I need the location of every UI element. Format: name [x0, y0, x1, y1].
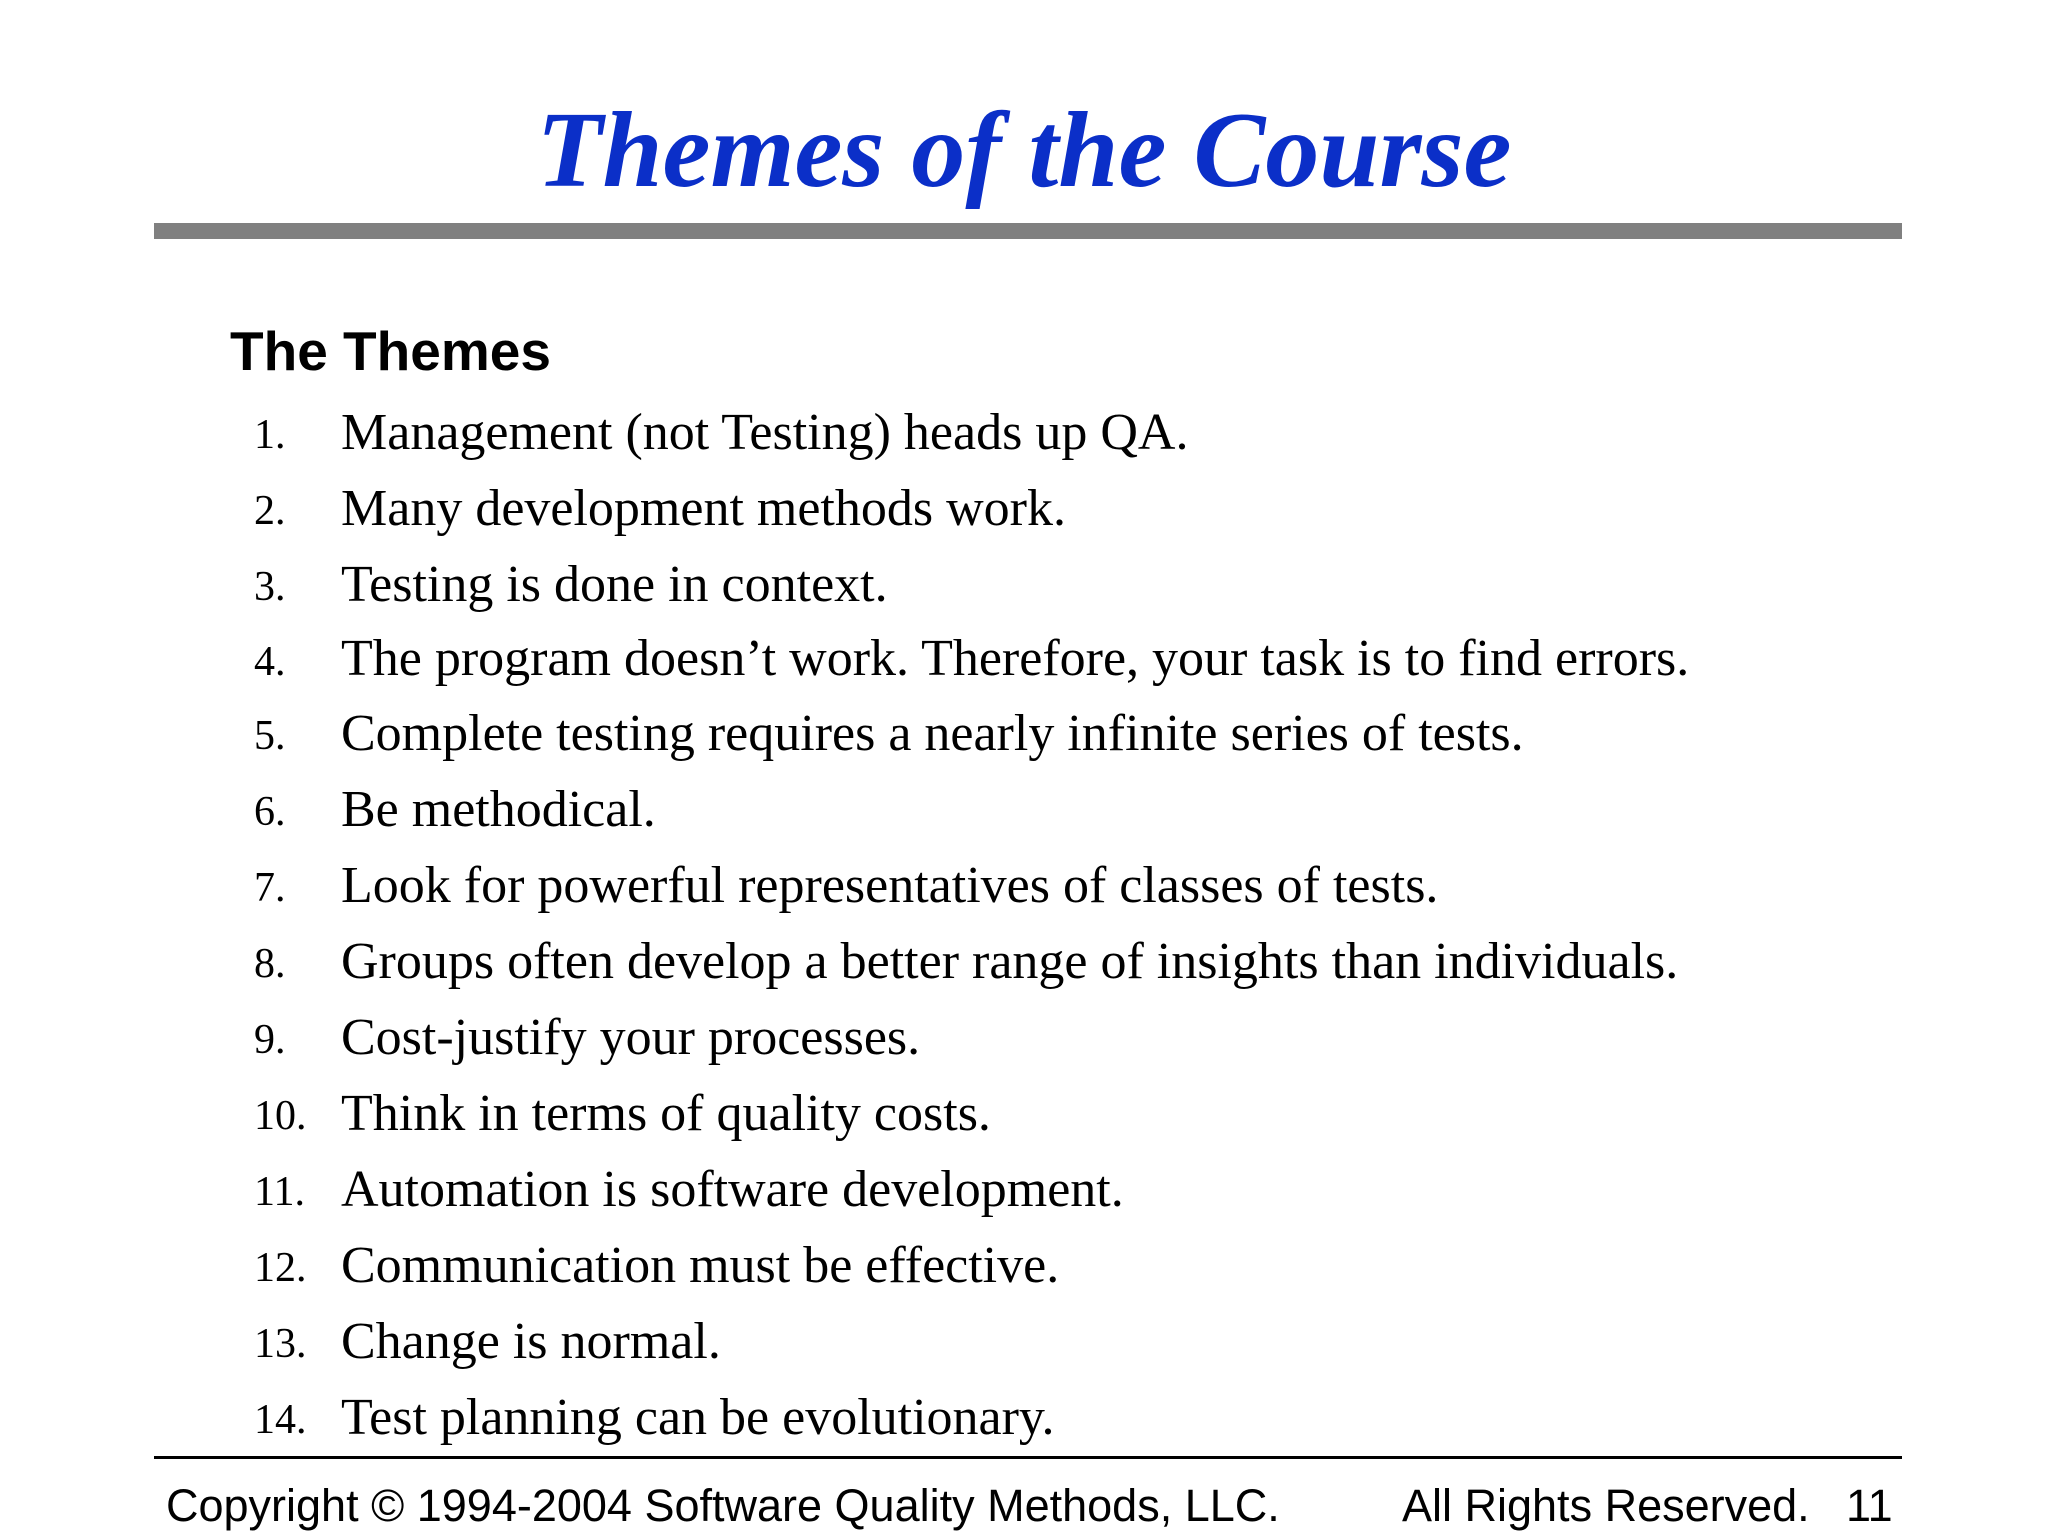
theme-number: 9.: [254, 1017, 286, 1063]
page-number: 11: [1846, 1480, 1893, 1531]
theme-item-11: [254, 1157, 1914, 1222]
theme-number: 7.: [254, 865, 286, 911]
footer-divider: [154, 1456, 1902, 1459]
theme-text: Test planning can be evolutionary.: [341, 1389, 1055, 1446]
theme-number: 10.: [254, 1093, 307, 1139]
theme-number: 3.: [254, 564, 286, 610]
theme-item-12: [254, 1233, 1914, 1298]
theme-item-4: [254, 628, 1761, 690]
theme-item-13: [254, 1309, 1914, 1374]
theme-item-6: [254, 777, 1914, 842]
theme-text: Communication must be effective.: [341, 1237, 1060, 1294]
theme-number: 2.: [254, 488, 286, 534]
theme-text: Many development methods work.: [341, 480, 1066, 537]
theme-text: Complete testing requires a nearly infinite series of tests.: [341, 705, 1524, 762]
theme-number: 1.: [254, 412, 286, 458]
theme-item-3: [254, 552, 1914, 617]
theme-number: 8.: [254, 941, 286, 987]
theme-number: 6.: [254, 789, 286, 835]
footer-rights: All Rights Reserved.: [1402, 1480, 1810, 1531]
theme-item-2: [254, 476, 1914, 541]
theme-item-1: [254, 400, 1914, 465]
theme-number: 4.: [254, 639, 286, 685]
slide-title: Themes of the Course: [536, 91, 1512, 210]
theme-item-8: [254, 929, 1914, 994]
theme-text: Change is normal.: [341, 1313, 721, 1370]
section-heading: The Themes: [230, 320, 551, 382]
theme-text: Management (not Testing) heads up QA.: [341, 404, 1189, 461]
footer-copyright: Copyright © 1994-2004 Software Quality Methods, LLC.: [166, 1480, 1280, 1531]
theme-item-7: [254, 853, 1914, 918]
theme-item-9: [254, 1005, 1914, 1070]
theme-text: Testing is done in context.: [341, 556, 888, 613]
theme-number: 11.: [254, 1169, 305, 1215]
theme-number: 12.: [254, 1245, 307, 1291]
theme-item-14: [254, 1385, 1914, 1450]
theme-text: The program doesn’t work. Therefore, your task is to find errors.: [341, 630, 1690, 687]
theme-item-5: [254, 701, 1914, 766]
theme-text: Groups often develop a better range of insights than individuals.: [341, 933, 1679, 990]
theme-text: Think in terms of quality costs.: [341, 1085, 991, 1142]
theme-number: 13.: [254, 1321, 307, 1367]
themes-list: [254, 400, 1914, 1461]
theme-text: Be methodical.: [341, 781, 656, 838]
theme-text: Look for powerful representatives of classes of tests.: [341, 857, 1439, 914]
theme-number: 14.: [254, 1397, 307, 1443]
title-divider: [154, 223, 1902, 239]
theme-item-10: [254, 1081, 1914, 1146]
theme-number: 5.: [254, 713, 286, 759]
theme-text: Automation is software development.: [341, 1161, 1124, 1218]
theme-text: Cost-justify your processes.: [341, 1009, 921, 1066]
